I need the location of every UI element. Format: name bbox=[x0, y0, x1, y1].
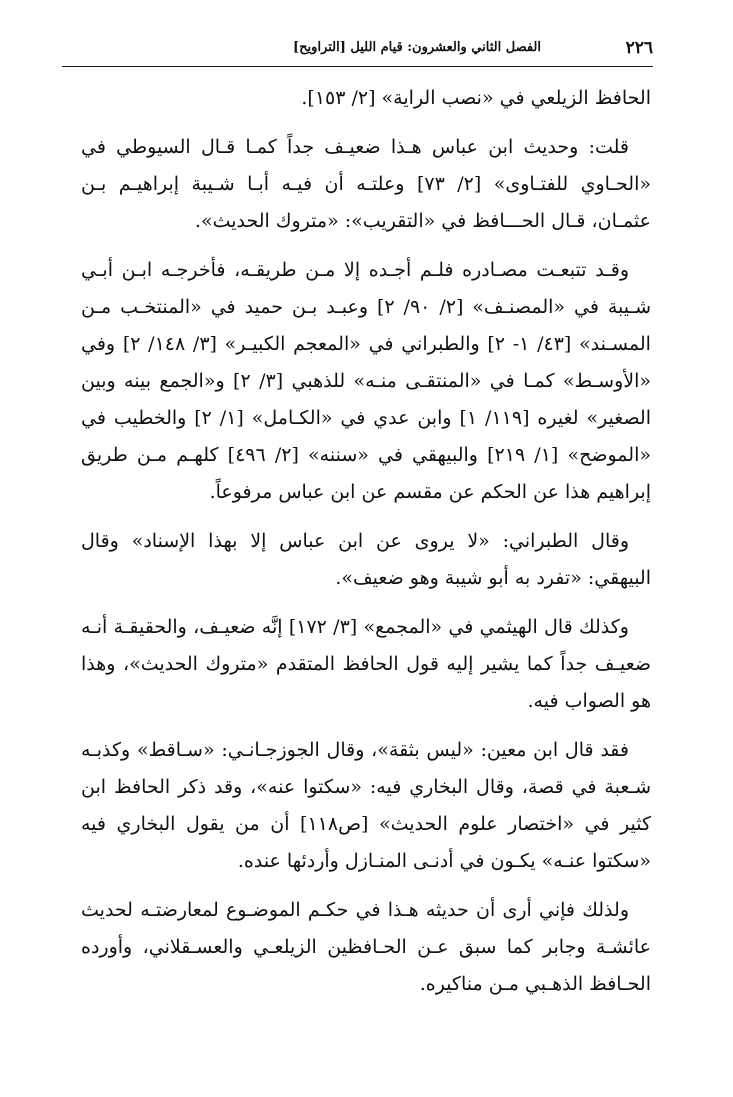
body-text bbox=[81, 80, 651, 1015]
paragraph: وقال الطبراني: «لا يروى عن ابن عباس إلا بهذا الإسناد» وقال البيهقي: «تفرد به أبو شيبة وهو ضعيف». bbox=[81, 530, 651, 589]
paragraph-continuation: الحافظ الزيلعي في «نصب الراية» [٢/ ١٥٣]. bbox=[301, 87, 651, 109]
chapter-title: الفصل الثاني والعشرون: قيام الليل [التراويح] bbox=[293, 40, 541, 55]
running-header bbox=[62, 36, 653, 67]
paragraph: ولذلك فإني أرى أن حديثه هـذا في حكـم الموضـوع لمعارضتـه لحديث عائشـة وجابر كما سبق عـن الحـافظين الزيلعـي والعسـقلاني، وأورده الحـافظ الذهـبي مـن مناكيره. bbox=[81, 899, 651, 995]
paragraph: وكذلك قال الهيثمي في «المجمع» [٣/ ١٧٢] إنَّه ضعيـف، والحقيقـة أنـه ضعيـف جداً كما يشير إليه قول الحافظ المتقدم «متروك الحديث»، وهذا هو الصواب فيه. bbox=[81, 616, 651, 712]
paragraph: قلت: وحديث ابن عباس هـذا ضعيـف جداً كمـا قـال السيوطي في «الحـاوي للفتـاوى» [٢/ ٧٣] وعلتـه أن فيـه أبـا شـيبة إبراهيـم بـن عثمـان، قـال الحـــافظ في «التقريب»: «متروك الحديث». bbox=[81, 136, 651, 232]
paragraph: وقـد تتبعـت مصـادره فلـم أجـده إلا مـن طريقـه، فأخرجـه ابـن أبـي شـيبة في «المصنـف» [٢/ ٩٠/ ٢] وعبـد بـن حميد في «المنتخـب مـن المسـند» [٤٣/ ١- ٢] والطبراني في «المعجم الكبيـر» [٣/ ١٤٨/ ٢] وفي «الأوسـط» كمـا في «المنتقـى منـه» للذهبي [٣/ ٢] و«الجمع بينه وبين الصغير» لغيره [١١٩/ ١] وابن عدي في «الكـامل» [١/ ٢] والخطيب في «الموضح» [١/ ٢١٩] والبيهقي في «سننه» [٢/ ٤٩٦] كلهـم مـن طريق إبراهيم هذا عن الحكم عن مقسم عن ابن عباس مرفوعاً. bbox=[81, 259, 651, 503]
page-number: ٢٢٦ bbox=[625, 38, 653, 58]
paragraph: فقد قال ابن معين: «ليس بثقة»، وقال الجوزجـانـي: «سـاقط» وكذبـه شـعبة في قصة، وقال البخاري فيه: «سكتوا عنه»، وقد ذكر الحافظ ابن كثير في «اختصار علوم الحديث» [ص١١٨] أن من يقول البخاري فيه «سكتوا عنـه» يكـون في أدنـى المنـازل وأردئها عنده. bbox=[81, 739, 651, 872]
